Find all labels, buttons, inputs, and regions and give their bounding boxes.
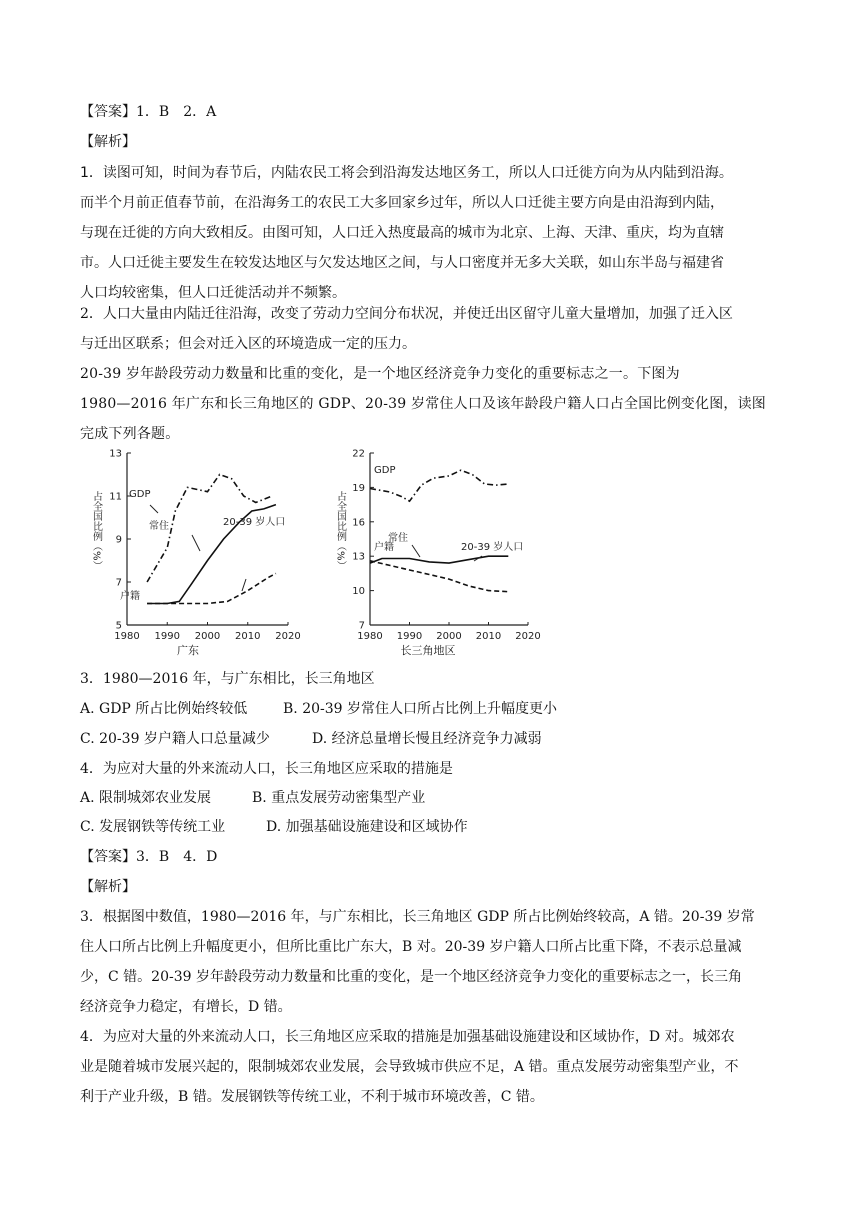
intro-line: 20-39 岁年龄段劳动力数量和比重的变化，是一个地区经济竞争力变化的重要标志之一。下图为 xyxy=(80,366,680,382)
y-tick-label: 11 xyxy=(109,491,122,503)
analysis-4-line: 4．为应对大量的外来流动人口，长三角地区应采取的措施是加强基础设施建设和区域协作，D 对。城郊农 xyxy=(80,1029,735,1045)
x-tick-label: 2000 xyxy=(194,631,221,642)
series-label: 户籍 xyxy=(374,542,394,553)
x-tick-label: 1980 xyxy=(357,631,383,642)
series-label: GDP xyxy=(374,465,396,476)
y-axis-label: 占全国比例（%） xyxy=(90,491,102,571)
analysis-3-line: 经济竞争力稳定，有增长，D 错。 xyxy=(80,999,292,1015)
question-3-options-cd xyxy=(80,730,780,748)
x-tick-label: 2010 xyxy=(475,631,502,642)
y-tick-label: 22 xyxy=(352,448,365,460)
series-line-户籍 xyxy=(370,561,508,592)
label-arrow xyxy=(192,535,200,551)
series-extra-label: 20-39 岁人口 xyxy=(461,542,524,553)
analysis-4-line: 利于产业升级，B 错。发展钢铁等传统工业，不利于城市环境改善，C 错。 xyxy=(80,1089,544,1105)
series-label: 常住 xyxy=(149,521,169,532)
label-arrow xyxy=(242,579,246,591)
option-d: D. 经济总量增长慢且经济竞争力减弱 xyxy=(312,731,542,747)
option-b: B. 20-39 岁常住人口所占比例上升幅度更小 xyxy=(283,701,557,717)
chart-title: 长三角地区 xyxy=(400,644,456,657)
question-3-options-ab xyxy=(80,700,780,718)
y-tick-label: 19 xyxy=(352,482,365,494)
analysis-3-line: 3．根据图中数值，1980—2016 年，与广东相比，长三角地区 GDP 所占比例始终较高，A 错。20-39 岁常 xyxy=(80,909,755,925)
question-4-options-ab xyxy=(80,789,780,807)
analysis-2-line: 2．人口大量由内陆迁往沿海，改变了劳动力空间分布状况，并使迁出区留守儿童大量增加，加强了迁入区 xyxy=(80,306,733,322)
chart-title: 广东 xyxy=(177,644,199,657)
y-tick-label: 7 xyxy=(115,577,122,589)
series-line-常住 xyxy=(370,556,508,563)
analysis-1-line: 与现在迁徙的方向大致相反。由图可知，人口迁入热度最高的城市为北京、上海、天津、重庆，均为直辖 xyxy=(80,225,724,241)
series-line-户籍 xyxy=(147,573,276,603)
option-c: C. 发展钢铁等传统工业 xyxy=(80,819,226,835)
series-label: 常住 xyxy=(388,533,408,544)
y-tick-label: 13 xyxy=(109,448,122,460)
y-tick-label: 16 xyxy=(352,517,365,529)
option-b: B. 重点发展劳动密集型产业 xyxy=(252,790,426,806)
analysis-heading-1: 【解析】 xyxy=(80,134,136,150)
analysis-3-line: 少，C 错。20-39 岁年龄段劳动力数量和比重的变化，是一个地区经济竞争力变化的重要标志之一，长三角 xyxy=(80,969,742,985)
answer-line-2: 【答案】3．B 4．D xyxy=(80,849,218,865)
answer-line-1: 【答案】1．B 2．A xyxy=(80,104,217,120)
question-4-options-cd xyxy=(80,818,780,836)
analysis-4-line: 业是随着城市发展兴起的，限制城郊农业发展，会导致城市供应不足，A 错。重点发展劳动密集型产业，不 xyxy=(80,1059,739,1075)
intro-line: 完成下列各题。 xyxy=(80,426,180,442)
y-tick-label: 7 xyxy=(358,620,365,632)
y-axis-label: 占全国比例（%） xyxy=(334,491,346,571)
series-extra-label: 20-39 岁人口 xyxy=(223,517,286,528)
y-tick-label: 13 xyxy=(352,551,365,563)
option-a: A. GDP 所占比例始终较低 xyxy=(80,701,248,717)
x-tick-label: 2000 xyxy=(436,631,462,642)
x-tick-label: 2010 xyxy=(235,631,261,642)
question-3-stem: 3．1980—2016 年，与广东相比，长三角地区 xyxy=(80,671,375,687)
label-arrow xyxy=(150,505,158,513)
x-tick-label: 1990 xyxy=(154,631,180,642)
analysis-3-line: 住人口所占比例上升幅度更小，但所比重比广东大，B 对。20-39 岁户籍人口所占比重下降，不表示总量减 xyxy=(80,939,742,955)
x-tick-label: 1980 xyxy=(114,631,140,642)
y-tick-label: 5 xyxy=(115,620,122,632)
option-a: A. 限制城郊农业发展 xyxy=(80,790,212,806)
analysis-1-line: 1．读图可知，时间为春节后，内陆农民工将会到沿海发达地区务工，所以人口迁徙方向为从内陆到沿海。 xyxy=(80,165,733,181)
analysis-2-line: 与迁出区联系；但会对迁入区的环境造成一定的压力。 xyxy=(80,336,416,352)
analysis-heading-2: 【解析】 xyxy=(80,879,136,895)
option-c: C. 20-39 岁户籍人口总量减少 xyxy=(80,731,270,747)
x-tick-label: 1990 xyxy=(396,631,423,642)
analysis-1-line: 市。人口迁徙主要发生在较发达地区与欠发达地区之间，与人口密度并无多大关联，如山东半岛与福建省 xyxy=(80,255,724,271)
intro-line: 1980—2016 年广东和长三角地区的 GDP、20-39 岁常住人口及该年龄段户籍人口占全国比例变化图，读图 xyxy=(80,396,766,412)
x-tick-label: 2020 xyxy=(275,631,301,642)
series-label: 户籍 xyxy=(120,591,140,602)
charts-figure xyxy=(78,448,541,661)
x-tick-label: 2020 xyxy=(515,631,541,642)
y-tick-label: 9 xyxy=(115,534,122,546)
question-4-stem: 4．为应对大量的外来流动人口，长三角地区应采取的措施是 xyxy=(80,761,453,777)
analysis-1-line: 人口均较密集，但人口迁徙活动并不频繁。 xyxy=(80,285,346,301)
series-label: GDP xyxy=(129,489,151,500)
y-tick-label: 10 xyxy=(352,586,365,598)
analysis-1-line: 而半个月前正值春节前，在沿海务工的农民工大多回家乡过年，所以人口迁徙主要方向是由沿海到内陆， xyxy=(80,195,724,211)
label-arrow xyxy=(412,545,420,557)
option-d: D. 加强基础设施建设和区域协作 xyxy=(266,819,468,835)
